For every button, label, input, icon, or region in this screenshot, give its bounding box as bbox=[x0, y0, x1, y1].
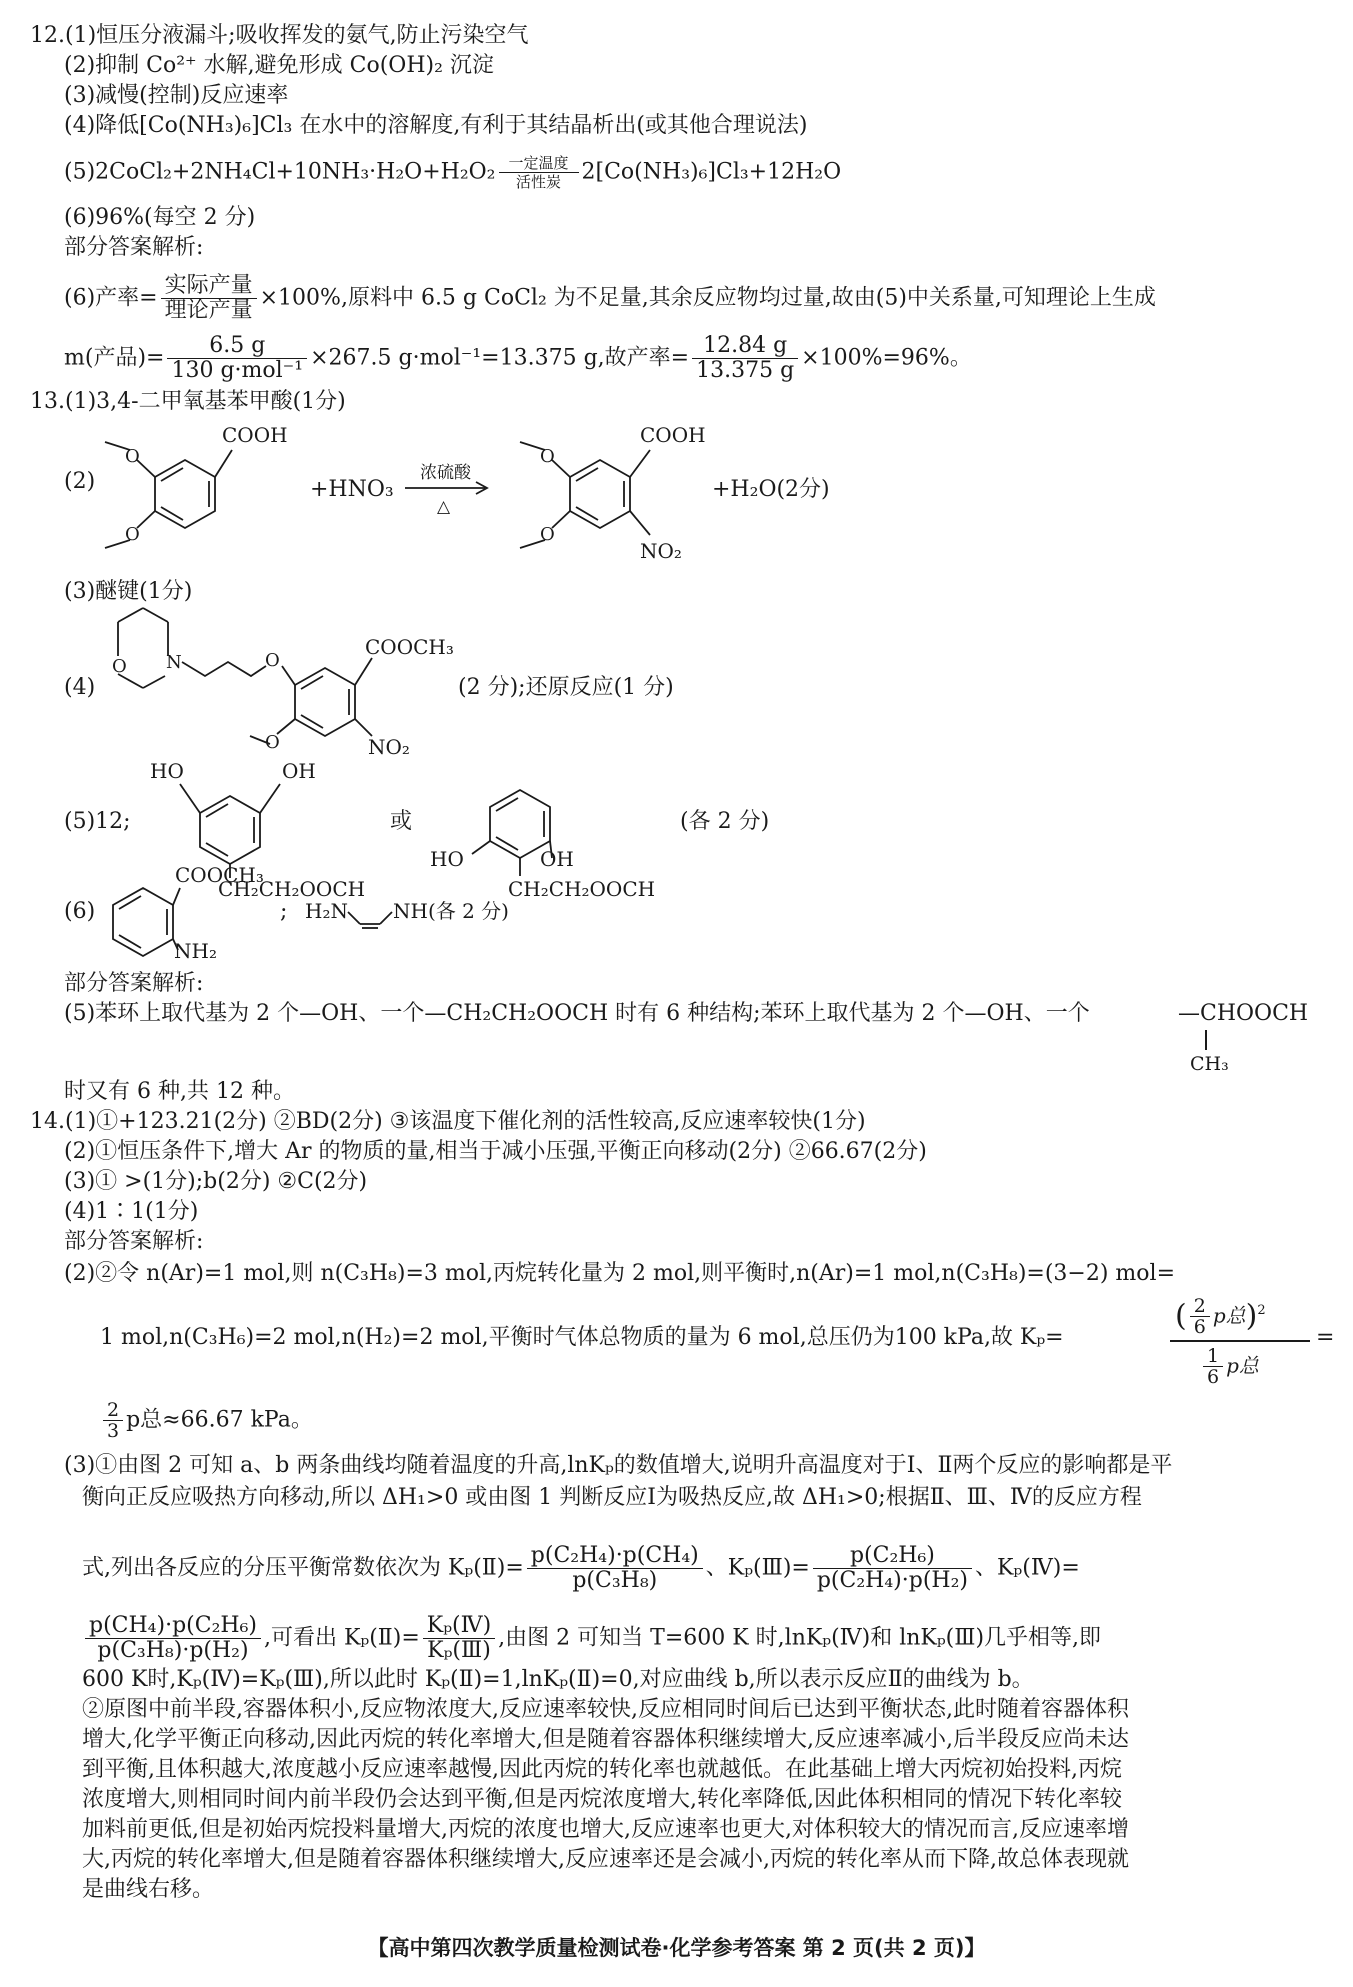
reactant-o1-label: O bbox=[125, 446, 140, 467]
numerator: 实际产量 bbox=[161, 274, 257, 299]
q12-line6: (6)96%(每空 2 分) bbox=[64, 205, 256, 230]
square-exponent: 2 bbox=[1257, 1303, 1266, 1319]
anthranilate-ester: COOCH₃ bbox=[175, 863, 264, 887]
text: 、Kₚ(Ⅳ)= bbox=[975, 1555, 1080, 1581]
product-o2-label: O bbox=[540, 524, 555, 545]
numerator: Kₚ(Ⅳ) bbox=[423, 1614, 495, 1639]
kp-fraction-top bbox=[1175, 1296, 1266, 1337]
condition-bottom: 活性炭 bbox=[516, 173, 562, 191]
q12-analysis-line1 bbox=[64, 274, 1156, 323]
fraction bbox=[161, 274, 257, 323]
reactant-cooh: COOH bbox=[222, 423, 288, 447]
anthranilate-nh2: NH₂ bbox=[174, 939, 217, 963]
q13-structure-6 bbox=[0, 858, 1353, 968]
q14-analysis-c3: 到平衡,且体积越大,浓度越小反应速率越慢,因此丙烷的转化率也就越低。在此基础上增大丙烷初始投料,丙烷 bbox=[82, 1757, 1122, 1782]
q12-analysis-heading: 部分答案解析: bbox=[64, 235, 204, 260]
text: 、Kₚ(Ⅲ)= bbox=[705, 1555, 810, 1581]
morpholine-n-label: N bbox=[166, 652, 182, 673]
q14-analysis-a1: (2)②令 n(Ar)=1 mol,则 n(C₃H₈)=3 mol,丙烷转化量为 2 mol,则平衡时,n(Ar)=1 mol,n(C₃H₈)=(3−2) mol= bbox=[64, 1261, 1176, 1286]
ether-o-label: O bbox=[265, 650, 280, 671]
numerator: 12.84 g bbox=[692, 334, 798, 359]
q14-analysis-c5: 加料前更低,但是初始丙烷投料量增大,丙烷的浓度也增大,反应速率也更大,对体积较大的情况而言,反应速率增 bbox=[82, 1817, 1129, 1842]
q14-line1: 14.(1)①+123.21(2分) ②BD(2分) ③该温度下催化剂的活性较高,反应速率较快(1分) bbox=[30, 1109, 866, 1134]
fraction bbox=[423, 1614, 495, 1663]
product-cooh: COOH bbox=[640, 423, 706, 447]
q14-line3: (3)① >(1分);b(2分) ②C(2分) bbox=[64, 1169, 368, 1194]
fraction bbox=[103, 1400, 123, 1441]
methoxy-o-label: O bbox=[265, 732, 280, 753]
q13-line3: (3)醚键(1分) bbox=[64, 579, 193, 604]
page-footer: 【高中第四次教学质量检测试卷·化学参考答案 第 2 页(共 2 页)】 bbox=[367, 1936, 986, 1960]
q12-equation-right: 2[Co(NH₃)₆]Cl₃+12H₂O bbox=[581, 159, 842, 185]
q14-line2: (2)①恒压条件下,增大 Ar 的物质的量,相当于减小压强,平衡正向移动(2分) ②66.67(2分) bbox=[64, 1139, 927, 1164]
q14-analysis-c4: 浓度增大,则相同时间内前半段仍会达到平衡,但是丙烷浓度增大,转化率降低,因此体积相同的情况下转化率较 bbox=[82, 1787, 1122, 1812]
reaction-condition bbox=[499, 154, 579, 191]
reagent-hno3: +HNO₃ bbox=[310, 477, 394, 502]
kp-main-fraction-bar bbox=[1170, 1340, 1310, 1342]
q12-line4: (4)降低[Co(NH₃)₆]Cl₃ 在水中的溶解度,有利于其结晶析出(或其他合理说法) bbox=[64, 113, 808, 138]
anthranilate-ring bbox=[113, 888, 180, 956]
q13-4-tail: (2 分);还原反应(1 分) bbox=[458, 675, 674, 700]
q13-2-tail: +H₂O(2分) bbox=[712, 477, 830, 502]
fraction bbox=[167, 334, 307, 383]
fraction bbox=[1190, 1296, 1210, 1337]
q14-analysis-a3 bbox=[100, 1400, 313, 1441]
fraction bbox=[527, 1544, 703, 1593]
text: (6)产率= bbox=[64, 285, 158, 311]
q13-nitration-equation bbox=[0, 410, 1353, 570]
amidine-bonds bbox=[348, 912, 392, 928]
q13-line1: 13.(1)3,4-二甲氧基苯甲酸(1分) bbox=[30, 389, 346, 414]
q14-line4: (4)1∶1(1分) bbox=[64, 1199, 199, 1224]
or-word: 或 bbox=[390, 809, 413, 834]
text: m(产品)= bbox=[64, 345, 165, 371]
amidine-h2n: H₂N bbox=[305, 899, 348, 923]
q14-analysis-c1: ②原图中前半段,容器体积小,反应物浓度大,反应速率较快,反应相同时间后已达到平衡状态,此时随着容器体积 bbox=[82, 1697, 1129, 1722]
amidine-nh-tail: NH(各 2 分) bbox=[393, 899, 509, 923]
q13-analysis-ch3: CH₃ bbox=[1190, 1053, 1229, 1075]
numerator: p(C₂H₄)·p(CH₄) bbox=[527, 1544, 703, 1569]
p-total: p总 bbox=[1226, 1353, 1259, 1378]
text: 式,列出各反应的分压平衡常数依次为 Kₚ(Ⅱ)= bbox=[82, 1555, 524, 1581]
nitro-group: NO₂ bbox=[368, 735, 410, 756]
q14-analysis-b2: 衡向正反应吸热方向移动,所以 ΔH₁>0 或由图 1 判断反应Ⅰ为吸热反应,故 ΔH₁>0;根据Ⅱ、Ⅲ、Ⅳ的反应方程 bbox=[82, 1485, 1142, 1510]
numerator: 2 bbox=[1190, 1296, 1210, 1317]
text: ×100%,原料中 6.5 g CoCl₂ 为不足量,其余反应物均过量,故由(5)中关系量,可知理论上生成 bbox=[259, 285, 1156, 311]
numerator: p(C₂H₆) bbox=[813, 1544, 972, 1569]
isomer2-oh: OH bbox=[540, 847, 574, 871]
q13-analysis-group: —CHOOCH bbox=[1178, 1001, 1309, 1026]
denominator: p(C₂H₄)·p(H₂) bbox=[816, 1568, 968, 1593]
q14-analysis-heading: 部分答案解析: bbox=[64, 1229, 204, 1254]
q13-5-label: (5)12; bbox=[64, 809, 131, 834]
morpholine-o-label: O bbox=[112, 656, 127, 677]
isomer1-chain: CH₂CH₂OOCH bbox=[218, 877, 366, 898]
denominator: 理论产量 bbox=[164, 298, 253, 323]
separator: ; bbox=[280, 899, 288, 924]
q12-line3: (3)减慢(控制)反应速率 bbox=[64, 83, 289, 108]
isomer2-ho: HO bbox=[430, 847, 464, 871]
q12-line2: (2)抑制 Co²⁺ 水解,避免形成 Co(OH)₂ 沉淀 bbox=[64, 53, 494, 78]
arrow-condition-top: 浓硫酸 bbox=[420, 463, 471, 483]
q12-equation-left: (5)2CoCl₂+2NH₄Cl+10NH₃·H₂O+H₂O₂ bbox=[64, 159, 496, 185]
q13-6-label: (6) bbox=[64, 899, 96, 924]
denominator: p(C₃H₈) bbox=[572, 1568, 658, 1593]
kp-equals: = bbox=[1316, 1325, 1335, 1350]
isomer2-chain: CH₂CH₂OOCH bbox=[508, 877, 656, 898]
text: ×267.5 g·mol⁻¹=13.375 g,故产率= bbox=[310, 345, 690, 371]
q13-4-label: (4) bbox=[64, 675, 96, 700]
q13-analysis-line2: 时又有 6 种,共 12 种。 bbox=[64, 1079, 295, 1104]
numerator: 1 bbox=[1203, 1346, 1223, 1367]
q14-analysis-b5: 600 K时,Kₚ(Ⅳ)=Kₚ(Ⅲ),所以此时 Kₚ(Ⅱ)=1,lnKₚ(Ⅱ)=0,对应曲线 b,所以表示反应Ⅱ的曲线为 b。 bbox=[82, 1667, 1034, 1692]
isomer1-oh: OH bbox=[282, 759, 316, 783]
p-total: p总 bbox=[1212, 1303, 1246, 1328]
fraction bbox=[85, 1614, 261, 1663]
q14-analysis-c7: 是曲线右移。 bbox=[82, 1877, 215, 1902]
product-o1-label: O bbox=[540, 446, 555, 467]
text: ,可看出 Kₚ(Ⅱ)= bbox=[264, 1625, 420, 1651]
paren-close: ) bbox=[1245, 1298, 1258, 1334]
q14-analysis-a2: 1 mol,n(C₃H₆)=2 mol,n(H₂)=2 mol,平衡时气体总物质的量为 6 mol,总压仍为100 kPa,故 Kₚ= bbox=[100, 1325, 1064, 1350]
product-no2: NO₂ bbox=[640, 539, 682, 563]
paren-open: ( bbox=[1175, 1298, 1187, 1334]
numerator: p(CH₄)·p(C₂H₆) bbox=[85, 1614, 261, 1639]
isomer1-ho: HO bbox=[150, 759, 184, 783]
fraction bbox=[1203, 1346, 1223, 1387]
denominator: 130 g·mol⁻¹ bbox=[171, 358, 304, 383]
text: ×100%=96%。 bbox=[801, 345, 972, 371]
group-branch-bond bbox=[1205, 1030, 1207, 1050]
q14-analysis-b1: (3)①由图 2 可知 a、b 两条曲线均随着温度的升高,lnKₚ的数值增大,说明升高温度对于Ⅰ、Ⅱ两个反应的影响都是平 bbox=[64, 1453, 1173, 1478]
denominator: 3 bbox=[107, 1420, 120, 1442]
ester-group: COOCH₃ bbox=[365, 635, 454, 659]
q13-structure-4 bbox=[0, 596, 1353, 756]
denominator: 6 bbox=[1193, 1316, 1206, 1338]
text: p总≈66.67 kPa。 bbox=[126, 1407, 313, 1433]
q13-analysis-line1: (5)苯环上取代基为 2 个—OH、一个—CH₂CH₂OOCH 时有 6 种结构;苯环上取代基为 2 个—OH、一个 bbox=[64, 1001, 1090, 1026]
fraction bbox=[813, 1544, 972, 1593]
q14-analysis-b4 bbox=[82, 1614, 1101, 1663]
q12-line5 bbox=[64, 154, 841, 191]
numerator: 2 bbox=[103, 1400, 123, 1421]
numerator: 6.5 g bbox=[167, 334, 307, 359]
arrow-condition-bottom: △ bbox=[437, 497, 451, 517]
q12-analysis-line2 bbox=[64, 334, 972, 383]
q14-analysis-c6: 大,丙烷的转化率增大,但是随着容器体积继续增大,反应速率还是会减小,丙烷的转化率从而下降,故总体表现就 bbox=[82, 1847, 1129, 1872]
condition-top: 一定温度 bbox=[499, 154, 579, 173]
reactant-o2-label: O bbox=[125, 524, 140, 545]
kp-fraction-bottom bbox=[1200, 1346, 1259, 1387]
text: ,由图 2 可知当 T=600 K 时,lnKₚ(Ⅳ)和 lnKₚ(Ⅲ)几乎相等,即 bbox=[498, 1625, 1102, 1651]
denominator: Kₚ(Ⅲ) bbox=[427, 1638, 491, 1663]
propyl-chain bbox=[182, 662, 266, 676]
denominator: 6 bbox=[1207, 1366, 1220, 1388]
q13-5-tail: (各 2 分) bbox=[680, 809, 770, 834]
q12-line1: 12.(1)恒压分液漏斗;吸收挥发的氨气,防止污染空气 bbox=[30, 23, 529, 48]
denominator: 13.375 g bbox=[696, 358, 795, 383]
q14-analysis-b3 bbox=[82, 1544, 1080, 1593]
q14-analysis-c2: 增大,化学平衡正向移动,因此丙烷的转化率增大,但是随着容器体积继续增大,反应速率减小,后半段反应尚未达 bbox=[82, 1727, 1129, 1752]
q13-2-label: (2) bbox=[64, 469, 96, 494]
q13-analysis-heading: 部分答案解析: bbox=[64, 971, 204, 996]
denominator: p(C₃H₈)·p(H₂) bbox=[97, 1638, 249, 1663]
fraction bbox=[692, 334, 798, 383]
